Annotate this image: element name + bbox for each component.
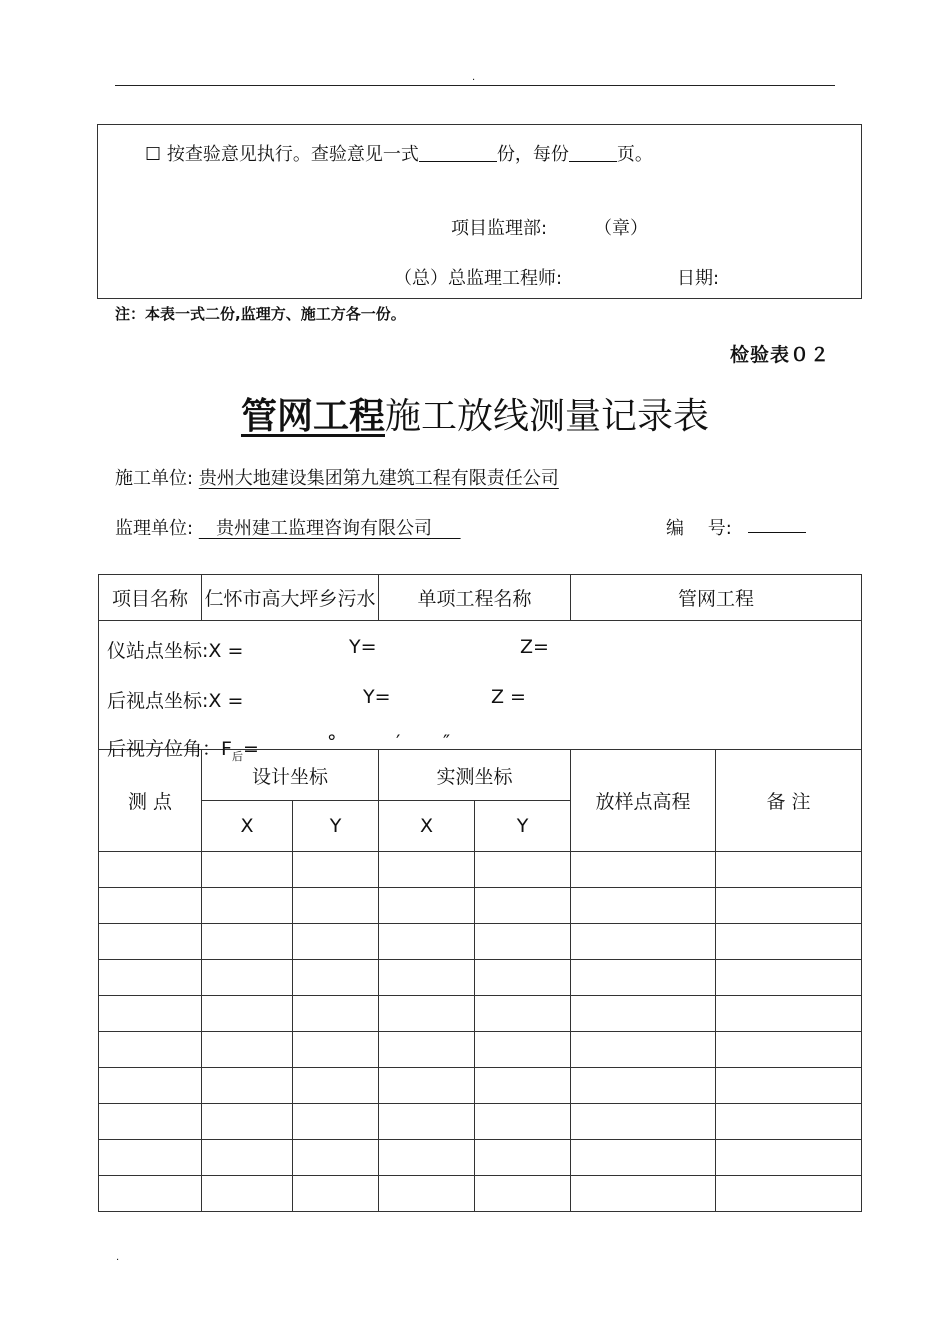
contractor-label: 施工单位:: [115, 468, 194, 489]
measured-x-header: X: [379, 801, 475, 852]
seal-label: （章）: [594, 218, 648, 239]
table-cell[interactable]: [99, 888, 202, 924]
table-cell[interactable]: [475, 960, 571, 996]
table-cell[interactable]: [571, 852, 716, 888]
table-row: [99, 1068, 862, 1104]
title-project: 管网工程: [240, 396, 385, 437]
table-row: [99, 1032, 862, 1068]
table-cell[interactable]: [379, 960, 475, 996]
table-cell[interactable]: [571, 888, 716, 924]
date-label: 日期:: [677, 268, 720, 289]
table-cell[interactable]: [202, 924, 293, 960]
table-cell[interactable]: [99, 996, 202, 1032]
azimuth-minute: ′: [396, 731, 401, 753]
table-cell[interactable]: [475, 1032, 571, 1068]
table-cell[interactable]: [379, 1140, 475, 1176]
copies-note: 注：本表一式二份,监理方、施工方各一份。: [115, 305, 406, 323]
table-cell[interactable]: [202, 1176, 293, 1212]
table-cell[interactable]: [293, 996, 379, 1032]
table-cell[interactable]: [475, 1176, 571, 1212]
table-cell[interactable]: [202, 960, 293, 996]
instruction-text-3: 页。: [616, 144, 653, 165]
table-cell[interactable]: [716, 1032, 862, 1068]
number-label: 编 号:: [666, 518, 732, 539]
table-row: [99, 1104, 862, 1140]
table-cell[interactable]: [379, 888, 475, 924]
coordinates-cell: [99, 621, 862, 763]
table-cell[interactable]: [571, 1104, 716, 1140]
title-form: 施工放线测量记录表: [385, 396, 710, 437]
table-row: [99, 852, 862, 888]
azimuth-degree: °: [327, 731, 337, 753]
table-cell[interactable]: [571, 996, 716, 1032]
design-x-header: X: [202, 801, 293, 852]
azimuth-second: ″: [443, 731, 451, 753]
table-cell[interactable]: [571, 1140, 716, 1176]
table-cell[interactable]: [202, 1032, 293, 1068]
table-cell[interactable]: [475, 924, 571, 960]
design-y-header: Y: [293, 801, 379, 852]
department-label: 项目监理部:: [451, 218, 548, 239]
table-cell[interactable]: [99, 1032, 202, 1068]
review-instruction: [145, 140, 653, 166]
header-dot: .: [472, 72, 476, 83]
table-cell[interactable]: [475, 1068, 571, 1104]
table-cell[interactable]: [99, 852, 202, 888]
table-cell[interactable]: [293, 1104, 379, 1140]
chief-engineer-label: （总）总监理工程师:: [394, 268, 563, 289]
elevation-header: 放样点高程: [571, 750, 716, 852]
point-header: 测 点: [99, 750, 202, 852]
table-row: [99, 1140, 862, 1176]
table-cell[interactable]: [379, 1032, 475, 1068]
table-cell[interactable]: [99, 960, 202, 996]
sub-project-value[interactable]: 管网工程: [571, 575, 862, 621]
table-cell[interactable]: [293, 1032, 379, 1068]
table-cell[interactable]: [716, 1176, 862, 1212]
table-cell[interactable]: [293, 1068, 379, 1104]
supervisor-row: [115, 514, 461, 540]
project-name-label: 项目名称: [99, 575, 202, 621]
table-cell[interactable]: [571, 1176, 716, 1212]
table-cell[interactable]: [379, 1104, 475, 1140]
table-cell[interactable]: [475, 996, 571, 1032]
page-title: [0, 388, 950, 439]
table-cell[interactable]: [202, 852, 293, 888]
table-row: [99, 1176, 862, 1212]
table-cell[interactable]: [99, 1176, 202, 1212]
table-cell[interactable]: [475, 1140, 571, 1176]
table-cell[interactable]: [716, 960, 862, 996]
supervisor-label: 监理单位:: [115, 518, 194, 539]
table-cell[interactable]: [379, 1176, 475, 1212]
remark-header: 备 注: [716, 750, 862, 852]
table-cell[interactable]: [716, 1140, 862, 1176]
table-cell[interactable]: [571, 960, 716, 996]
table-row: [99, 996, 862, 1032]
table-cell[interactable]: [571, 924, 716, 960]
table-cell[interactable]: [202, 1068, 293, 1104]
contractor-row: [115, 464, 559, 490]
table-cell[interactable]: [716, 996, 862, 1032]
backsight-z[interactable]: Z =: [491, 686, 526, 708]
table-cell[interactable]: [379, 1068, 475, 1104]
station-z[interactable]: Z=: [520, 636, 549, 658]
table-cell[interactable]: [716, 1104, 862, 1140]
table-cell[interactable]: [379, 924, 475, 960]
footer-dot: .: [116, 1252, 120, 1263]
table-cell[interactable]: [716, 852, 862, 888]
table-cell[interactable]: [475, 888, 571, 924]
checkbox[interactable]: ☐: [145, 144, 162, 165]
station-y[interactable]: Y=: [349, 636, 377, 658]
table-row: [99, 924, 862, 960]
table-cell[interactable]: [716, 924, 862, 960]
table-cell[interactable]: [293, 924, 379, 960]
measured-y-header: Y: [475, 801, 571, 852]
table-cell[interactable]: [716, 1068, 862, 1104]
table-row: [99, 888, 862, 924]
table-cell[interactable]: [571, 1032, 716, 1068]
header-rule: [115, 85, 835, 86]
instruction-text-2: 份，每份: [496, 144, 569, 165]
table-cell[interactable]: [379, 996, 475, 1032]
project-row: [99, 575, 862, 621]
coordinates-row: [99, 621, 862, 750]
backsight-y[interactable]: Y=: [363, 686, 391, 708]
table-cell[interactable]: [202, 888, 293, 924]
table-cell[interactable]: [99, 1140, 202, 1176]
instruction-text-1: 按查验意见执行。查验意见一式: [166, 144, 419, 165]
table-row: [99, 960, 862, 996]
sub-project-label: 单项工程名称: [379, 575, 571, 621]
table-cell[interactable]: [293, 1176, 379, 1212]
table-cell[interactable]: [293, 888, 379, 924]
table-cell[interactable]: [202, 1140, 293, 1176]
contractor-value: 贵州大地建设集团第九建筑工程有限责任公司: [198, 468, 559, 489]
table-cell[interactable]: [202, 1104, 293, 1140]
project-name-value[interactable]: 仁怀市高大坪乡污水: [202, 575, 379, 621]
table-cell[interactable]: [99, 1068, 202, 1104]
table-cell[interactable]: [293, 1140, 379, 1176]
number-blank[interactable]: [748, 532, 806, 533]
table-cell[interactable]: [379, 852, 475, 888]
table-cell[interactable]: [475, 1104, 571, 1140]
table-cell[interactable]: [571, 1068, 716, 1104]
supervisor-value: 贵州建工监理咨询有限公司: [215, 518, 432, 539]
table-cell[interactable]: [293, 960, 379, 996]
copies-blank[interactable]: [419, 143, 497, 162]
table-cell[interactable]: [99, 924, 202, 960]
measured-header: 实测坐标: [379, 750, 571, 801]
form-number: 检验表０２: [730, 344, 831, 366]
table-cell[interactable]: [475, 852, 571, 888]
table-cell[interactable]: [99, 1104, 202, 1140]
pages-blank[interactable]: [569, 143, 617, 162]
azimuth-label: 后视方位角：$F_后=$: [107, 738, 259, 763]
table-cell[interactable]: [293, 852, 379, 888]
survey-table: [98, 574, 862, 1212]
design-header: 设计坐标: [202, 750, 379, 801]
station-label: 仪站点坐标:X =: [107, 640, 244, 662]
table-cell[interactable]: [716, 888, 862, 924]
backsight-label: 后视点坐标:X =: [107, 690, 244, 712]
table-cell[interactable]: [202, 996, 293, 1032]
data-rows: [99, 852, 862, 1212]
